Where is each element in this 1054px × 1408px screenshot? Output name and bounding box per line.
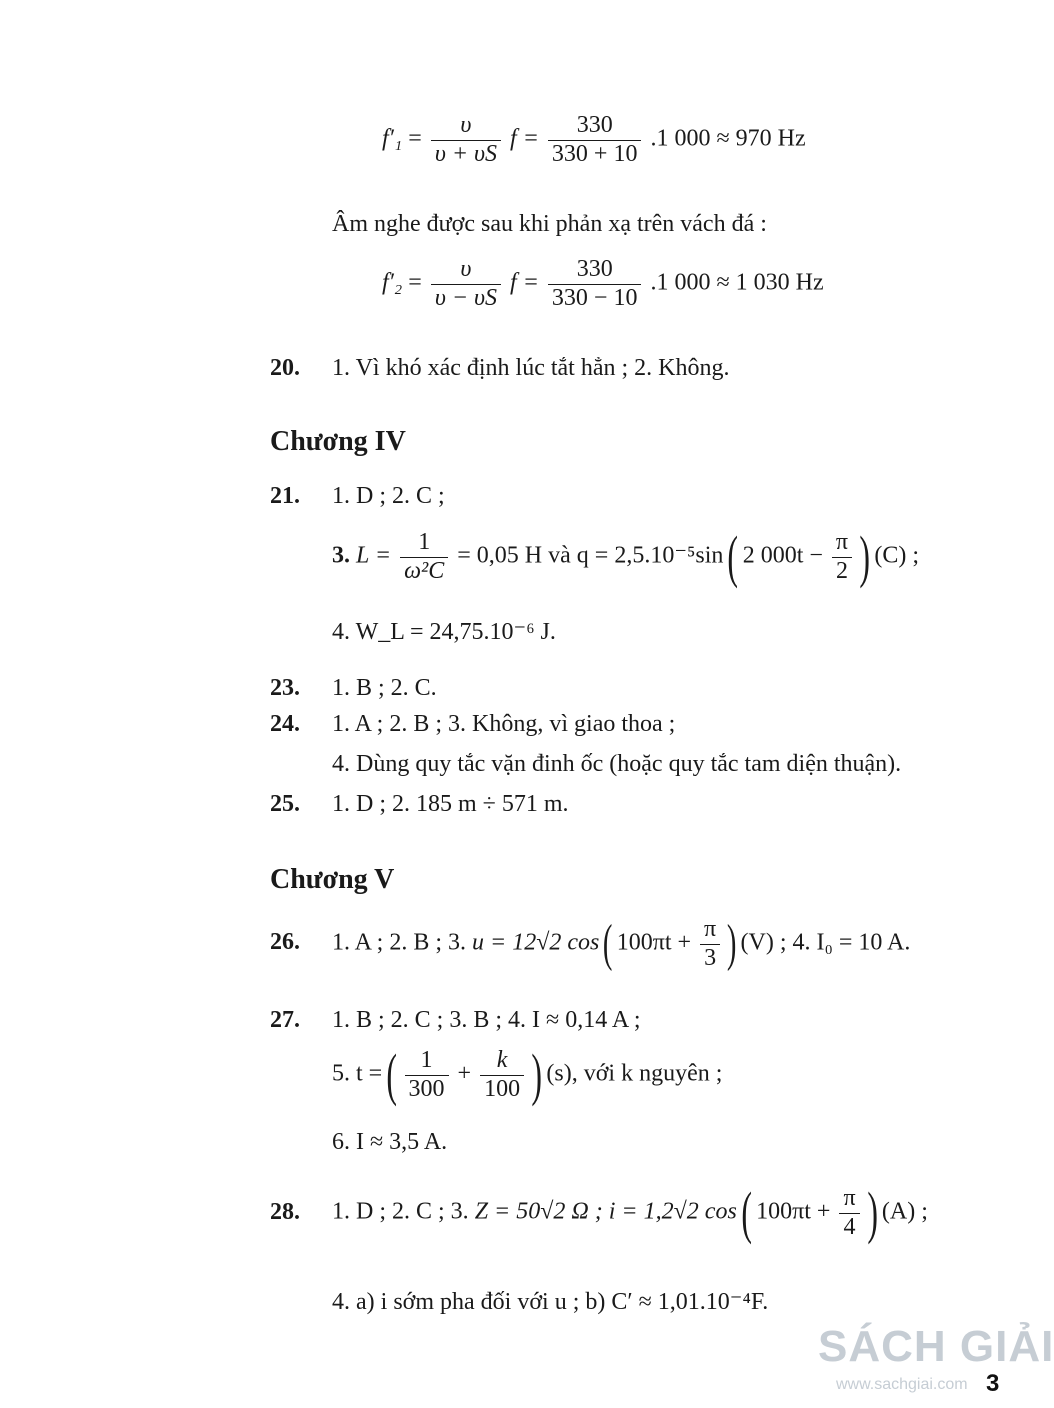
item-24-number: 24. [270,711,300,737]
item-26-line [332,916,910,972]
item-27-line6: 6. I ≈ 3,5 A. [332,1129,448,1155]
item-26-suffix: (V) ; 4. I₀ = 10 A. [740,929,911,956]
item-21-line3-frac [400,529,448,585]
left-paren: ( [741,1180,752,1245]
item-27-d1: 300 [408,1075,445,1102]
item-28-line4: 4. a) i sớm pha đối với u ; b) C′ ≈ 1,01.10⁻⁴F. [332,1289,769,1315]
formula-f2-num1: υ [460,256,472,282]
item-20-text: 1. Vì khó xác định lúc tắt hẳn ; 2. Không. [332,355,730,381]
formula-f1: f′₁ = $\frac{\upsilon}{\upsilon + \upsilon S}$ f = $\frac{330}{330 + 10}$ .1 000 ≈ 970 Hz [382,112,806,167]
formula-f1-den2: 330 + 10 [551,140,638,167]
item-21-line3-den: ω²C [404,557,445,584]
item-27-line5-suffix: (s), với k nguyên ; [546,1060,723,1087]
item-27-frac2 [480,1047,524,1103]
item-21-line3-inner: 2 000t − [742,542,823,569]
item-27-number: 27. [270,1007,300,1033]
item-21-line3-prefix: 3. [332,542,350,569]
chapter-4-heading: Chương IV [270,426,406,457]
item-26-three: 3 [704,944,717,971]
formula-f1-mid: f = [510,125,539,152]
item-20-number: 20. [270,355,300,381]
watermark-logo [818,1322,1054,1372]
item-21-line3-mid: = 0,05 H và q = 2,5.10⁻⁵sin [457,542,724,569]
item-28-line [332,1180,928,1245]
right-paren: ) [531,1042,543,1107]
watermark-brand: SÁCH GIẢI [818,1322,1054,1371]
item-28-prefix: 1. D ; 2. C ; 3. [332,1198,469,1225]
formula-f2-num2: 330 [548,256,642,285]
right-paren: ) [727,915,737,973]
formula-f2-frac2 [548,256,642,312]
formula-f2-den2: 330 − 10 [551,284,638,311]
page-number: 3 [986,1370,1000,1397]
item-27-line5 [332,1042,723,1107]
item-27-plus: + [457,1060,472,1087]
item-26-u-expr: u = 12√2 cos [472,929,600,956]
item-28-pi-frac [839,1185,859,1241]
formula-f2: f′₂ = $\frac{\upsilon}{\upsilon - \upsilon S}$ f = $\frac{330}{330 - 10}$ .1 000 ≈ 1 030 Hz [382,256,824,311]
item-27-line5-prefix: 5. t = [332,1060,383,1087]
formula-f1-frac2 [548,112,642,168]
item-23-number: 23. [270,675,300,701]
formula-f1-num1: υ [460,112,472,138]
item-21-line1: 1. D ; 2. C ; [332,483,445,509]
item-27-n1: 1 [405,1047,449,1076]
formula-f1-lhs: f′₁ [382,125,403,152]
item-26-pi-frac [700,916,720,972]
item-26-pi: π [700,916,720,945]
item-28-number: 28. [270,1199,300,1225]
item-21-line3 [332,524,920,589]
item-26-number: 26. [270,929,300,955]
item-21-line3-pi-frac [832,529,852,585]
sentence-echo: Âm nghe được sau khi phản xạ trên vách đá : [332,211,767,237]
formula-f1-den1: υ + υS [434,140,498,167]
formula-f1-frac1 [431,112,501,168]
item-27-n2: k [496,1046,508,1073]
item-25-text: 1. D ; 2. 185 m ÷ 571 m. [332,791,569,817]
formula-f2-frac1 [431,256,501,312]
formula-f2-lhs: f′₂ [382,269,403,296]
item-21-line3-two: 2 [835,557,848,584]
item-26-prefix: 1. A ; 2. B ; 3. [332,929,467,956]
item-21-line3-pi: π [832,529,852,558]
item-28-inner: 100πt + [756,1198,831,1225]
item-26-inner: 100πt + [616,929,692,956]
formula-f2-mid: f = [510,269,539,296]
left-paren: ( [386,1042,398,1107]
item-21-line3-L: L = [356,542,392,569]
item-28-pi: π [839,1185,859,1214]
item-21-number: 21. [270,483,300,509]
item-28-z-expr: Z = 50√2 Ω ; i = 1,2√2 cos [474,1198,737,1225]
item-27-line1: 1. B ; 2. C ; 3. B ; 4. I ≈ 0,14 A ; [332,1007,641,1033]
item-27-frac1 [405,1047,449,1103]
item-23-text: 1. B ; 2. C. [332,675,437,701]
formula-f1-num2: 330 [548,112,642,141]
right-paren: ) [859,524,871,589]
formula-f1-result: .1 000 ≈ 970 Hz [650,125,806,152]
left-paren: ( [727,524,739,589]
left-paren: ( [603,915,613,973]
item-24-line2: 4. Dùng quy tắc vặn đinh ốc (hoặc quy tắc tam diện thuận). [332,751,902,777]
item-21-line4: 4. W_L = 24,75.10⁻⁶ J. [332,619,556,645]
item-21-line3-end: (C) ; [874,542,920,569]
item-25-number: 25. [270,791,300,817]
item-28-four: 4 [843,1213,856,1240]
item-28-suffix: (A) ; [881,1198,928,1225]
formula-f2-result: .1 000 ≈ 1 030 Hz [650,269,824,296]
item-21-line3-num: 1 [400,529,448,558]
watermark-url: www.sachgiai.com [836,1376,968,1393]
item-27-d2: 100 [484,1075,521,1102]
item-24-line1: 1. A ; 2. B ; 3. Không, vì giao thoa ; [332,711,676,737]
right-paren: ) [866,1180,878,1245]
chapter-5-heading: Chương V [270,864,395,895]
formula-f2-den1: υ − υS [434,284,498,311]
